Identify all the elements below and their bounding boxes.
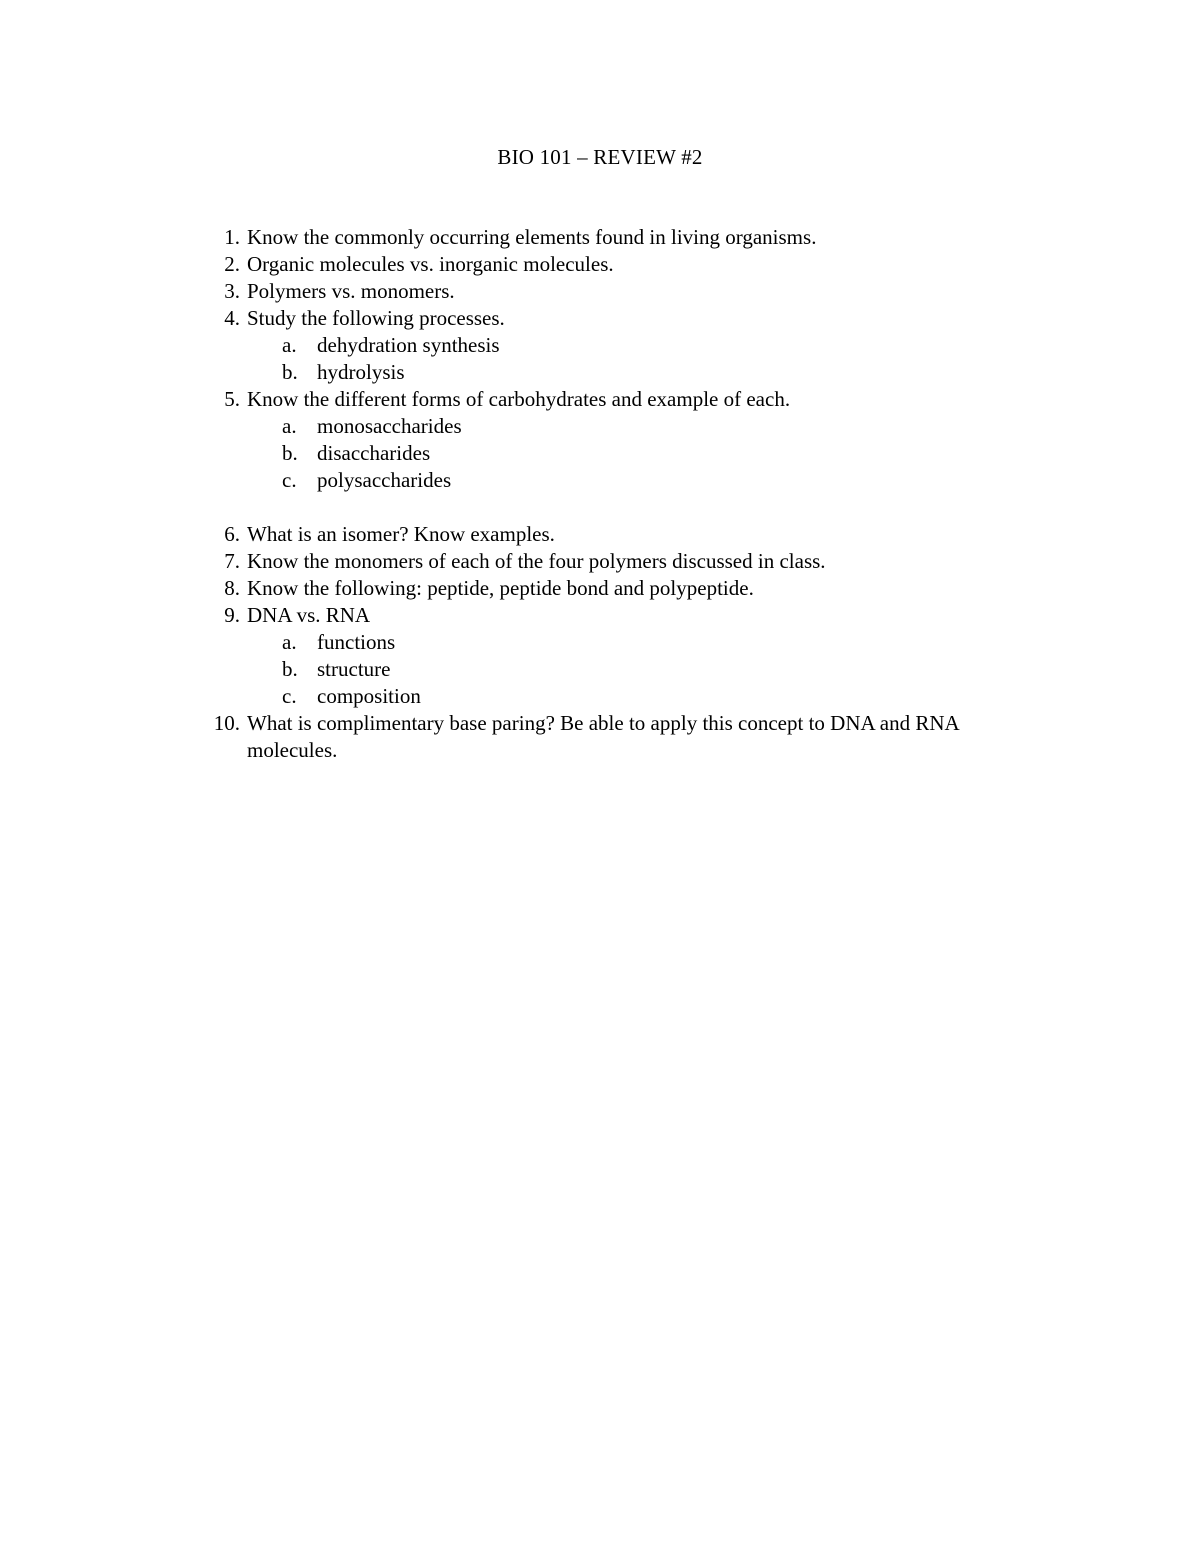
sub-item-letter: a. <box>282 630 297 654</box>
item-number: 8. <box>224 576 240 600</box>
sub-item-text: dehydration synthesis <box>317 333 500 357</box>
sub-item-9c <box>210 683 1030 710</box>
list-item-2 <box>210 251 1030 278</box>
item-text: Polymers vs. monomers. <box>247 279 455 303</box>
sub-item-text: polysaccharides <box>317 468 452 492</box>
sub-item-letter: a. <box>282 414 297 438</box>
item-text: What is complimentary base paring? Be able to apply this concept to DNA and RNA molecules. <box>247 711 959 762</box>
item-number: 2. <box>224 252 240 276</box>
item-text: Organic molecules vs. inorganic molecules. <box>247 252 614 276</box>
list-item-3 <box>210 278 1030 305</box>
sub-item-letter: b. <box>282 441 298 465</box>
item-text: Know the different forms of carbohydrates and example of each. <box>247 387 791 411</box>
page-title: BIO 101 – REVIEW #2 <box>497 145 703 169</box>
item-text: What is an isomer? Know examples. <box>247 522 555 546</box>
sub-item-text: monosaccharides <box>317 414 462 438</box>
list-item-4 <box>210 305 1030 332</box>
item-number: 4. <box>224 306 240 330</box>
sub-item-letter: b. <box>282 360 298 384</box>
sub-item-text: disaccharides <box>317 441 431 465</box>
sub-item-9a <box>210 629 1030 656</box>
sub-item-9b <box>210 656 1030 683</box>
sub-item-5c <box>210 467 1030 494</box>
list-item-10 <box>210 710 1030 764</box>
sub-item-letter: c. <box>282 468 297 492</box>
sub-item-text: hydrolysis <box>317 360 405 384</box>
list-item-5 <box>210 386 1030 413</box>
item-number: 10. <box>213 711 240 735</box>
item-number: 9. <box>224 603 240 627</box>
item-number: 7. <box>224 549 240 573</box>
item-number: 5. <box>224 387 240 411</box>
list-item-9 <box>210 602 1030 629</box>
sub-item-text: structure <box>317 657 391 681</box>
item-number: 3. <box>224 279 240 303</box>
list-item-8 <box>210 575 1030 602</box>
sub-item-5b <box>210 440 1030 467</box>
sub-item-letter: a. <box>282 333 297 357</box>
item-text: Study the following processes. <box>247 306 505 330</box>
list-item-7 <box>210 548 1030 575</box>
blank-line <box>210 494 1030 521</box>
sub-item-5a <box>210 413 1030 440</box>
sub-item-text: functions <box>317 630 396 654</box>
item-text: Know the commonly occurring elements found in living organisms. <box>247 225 817 249</box>
item-number: 6. <box>224 522 240 546</box>
sub-item-letter: c. <box>282 684 297 708</box>
sub-item-text: composition <box>317 684 421 708</box>
item-text: DNA vs. RNA <box>247 603 371 627</box>
sub-item-4b <box>210 359 1030 386</box>
list-item-6 <box>210 521 1030 548</box>
item-text: Know the monomers of each of the four polymers discussed in class. <box>247 549 826 573</box>
sub-item-letter: b. <box>282 657 298 681</box>
sub-item-4a <box>210 332 1030 359</box>
list-item-1 <box>210 224 1030 251</box>
item-number: 1. <box>224 225 240 249</box>
item-text: Know the following: peptide, peptide bond and polypeptide. <box>247 576 754 600</box>
review-list <box>210 224 1030 764</box>
